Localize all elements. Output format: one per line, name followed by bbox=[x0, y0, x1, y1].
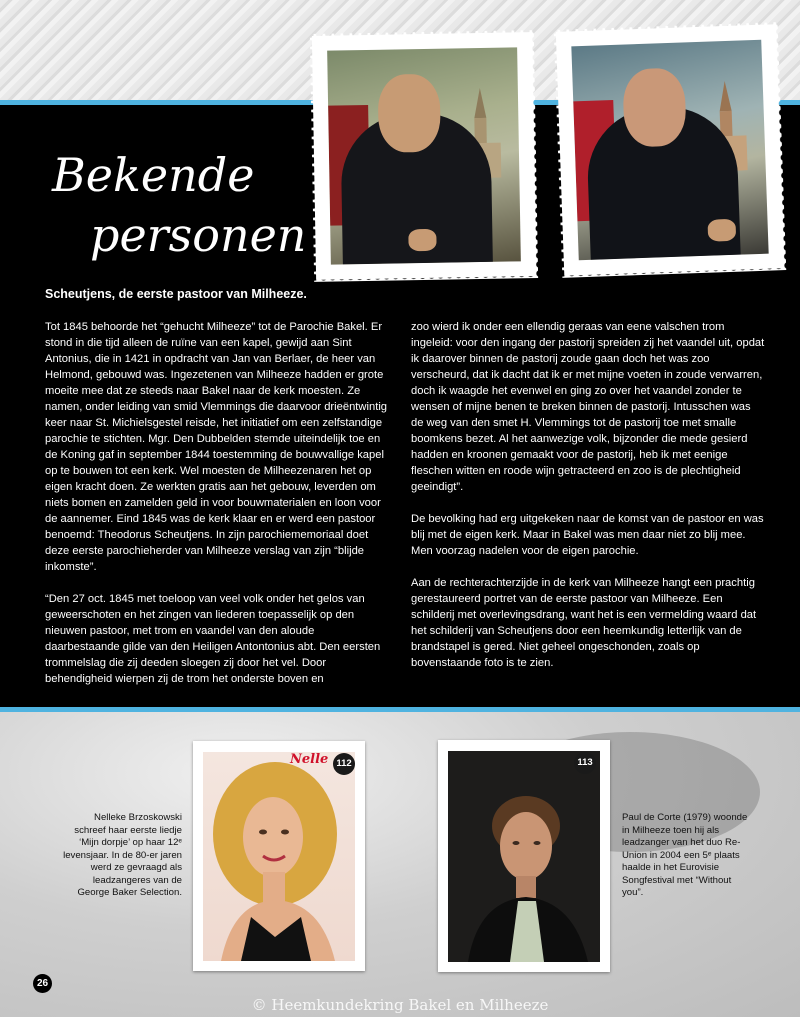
paragraph: Tot 1845 behoorde het “gehucht Milheeze” tot de Parochie Bakel. Er stond in die tijd alleen de ruïne van een kapel, gewijd aan Sint Antonius, die in 1421 in opdracht van Jan van Berlaer, de heer van Helmond, gebouwd was. Ingezetenen van Milheeze hadden er grote moeite mee dat ze steeds naar Bakel naar de kerk moesten. Ze namen, onder leiding van smid Vlemmings die daarvoor drieëntwintig keer naar St. Michielsgestel reisde, het initiatief om een zelfstandige parochie te stichten. Mgr. Den Dubbelden stemde uiteindelijk toe en de Koning gaf in september 1844 toestemming de bouwvallige kapel op te bouwen tot een kerk. Wel moesten de Milheezenaren het op eigen kracht doen. Ze werkten gratis aan het gebouw, leverden om niets bomen en zamelden geld in voor bouwmaterialen en loon voor de aannemer. Eind 1845 was de kerk klaar en er werd een pastoor benoemd: Theodorus Scheutjens. In zijn parochiememoriaal doet deze eerste parochieherder van Milheeze verslag van zijn “blijde inkomste”. bbox=[45, 321, 388, 573]
stamp-portrait-scheutjens-2 bbox=[560, 28, 780, 271]
section-title-line1: Bekende bbox=[52, 148, 255, 202]
paragraph: “Den 27 oct. 1845 met toeloop van veel volk onder het gelos van geweerschoten en het zingen van liederen toepasselijk op den nieuwen pastoor, met trom en vaandel van den aloude daarbestaande gilde van den Heiligen Antontonius abt. Den eersten trommelslag die zij deeden sloegen zij door het vel. Door behendigheid wierpen zij de trom het onderste boven en bbox=[45, 593, 381, 685]
singer-portrait-icon bbox=[448, 751, 600, 962]
singer-portrait-icon bbox=[203, 752, 355, 961]
photo-paul bbox=[448, 751, 600, 962]
paragraph: Aan de rechterachterzijde in de kerk van Milheeze hangt een prachtig gerestaureerd portret van de eerste pastoor van Milheeze. Een schilderij met overlevingsdrang, want het is een vermelding waard dat het schilderij van Scheutjens door een heemkundig letterlijk van de brandstapel is gered. Niet geheel ongeschonden, zoals op bovenstaande foto is te zien. bbox=[411, 577, 757, 669]
caption-paul: Paul de Corte (1979) woonde in Milheeze toen hij als leadzanger van het duo Re-Union in 2004 een 5ᵉ plaats haalde in het Eurovisie Songfestival met “Without you”. bbox=[622, 812, 748, 898]
article-column-left bbox=[45, 319, 390, 703]
caption-nelleke: Nelleke Brzoskowski schreef haar eerste liedje ‘Mijn dorpje’ op haar 12ᵉ levensjaar. In de 80-er jaren werd ze gevraagd als leadzangeres van de George Baker Selection. bbox=[63, 812, 182, 898]
photo-card-paul bbox=[438, 740, 610, 972]
card-number-badge: 112 bbox=[333, 753, 355, 775]
paragraph: zoo wierd ik onder een ellendig geraas van eene valschen trom ingeleid: voor den ingang der pastorij spreiden zij het vaandel uit, opdat ik daarover binnen de pastorij zoude gaan doch het was zoo verscheurd, dat ik dacht dat ik er met mijne voeten in zoude verwarren, doch ik waagde het evenwel en ging zo over het vaandel zonder te wensen of mijne benen te breken binnen de pastorij. Intusschen was de weg van den smet H. Vlemmings tot de pastorij toe met smalle boomkens bezet. Al het aanwezige volk, bijzonder die mede gesierd hadden en kroonen gemaakt voor de pastorij, heb ik met eenige fleschen witten en roode wijn getracteerd en zoo is de plechtigheid geeindigt”. bbox=[411, 321, 765, 493]
paragraph: De bevolking had erg uitgekeken naar de komst van de pastoor en was blij met de eigen kerk. Maar in Bakel was men daar niet zo blij mee. Men voorzag nadelen voor de eigen parochie. bbox=[411, 513, 764, 557]
portrait-painting-restored bbox=[571, 40, 768, 261]
article-heading: Scheutjens, de eerste pastoor van Milheeze. bbox=[45, 287, 307, 301]
watermark: © Heemkundekring Bakel en Milheeze bbox=[251, 996, 549, 1014]
stamp-portrait-scheutjens-1 bbox=[316, 36, 532, 276]
section-title-line2: personen bbox=[90, 208, 307, 262]
card-number-badge: 113 bbox=[574, 752, 596, 774]
section-title bbox=[52, 145, 306, 265]
portrait-painting bbox=[327, 47, 521, 264]
article-column-right bbox=[411, 319, 766, 687]
page-number: 26 bbox=[33, 974, 52, 993]
photo-nelleke bbox=[203, 752, 355, 961]
photo-card-nelleke bbox=[193, 741, 365, 971]
card-brand-tag: Nelle bbox=[290, 752, 329, 767]
